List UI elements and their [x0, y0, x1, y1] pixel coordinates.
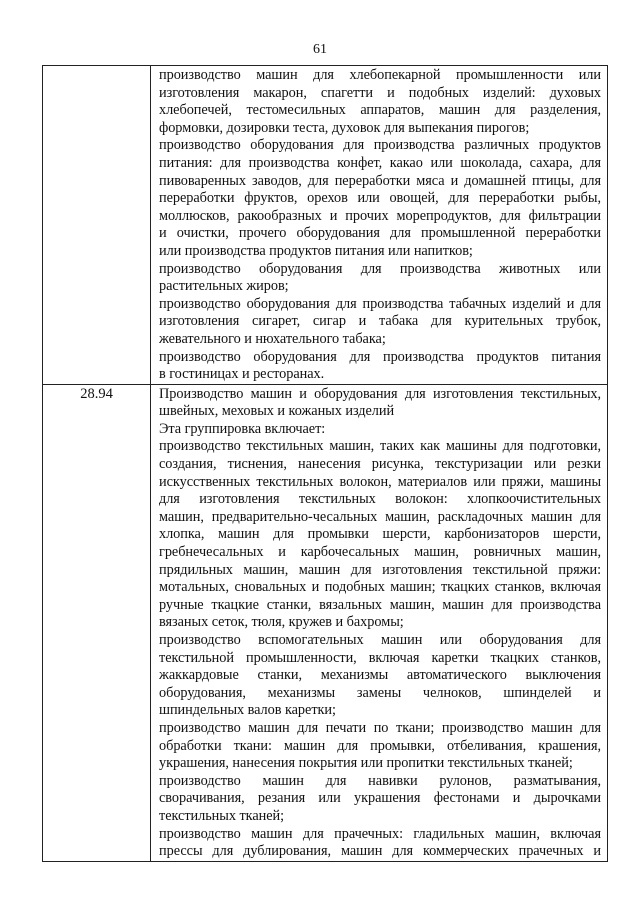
text-line: создания, тиснения, нанесения рисунка, текстуризации или резки — [159, 456, 601, 473]
text-line: в гостиницах и ресторанах. — [159, 366, 325, 383]
code-text: 28.94 — [80, 385, 113, 402]
text-line: производство машин для печати по ткани; производство машин для — [159, 719, 601, 736]
text-line: Производство машин и оборудования для изготовления текстильных, — [159, 385, 601, 402]
table-row — [43, 66, 608, 385]
text-line: обработки ткани: машин для промывки, отбеливания, крашения, — [159, 737, 601, 754]
description-cell — [151, 384, 608, 861]
text-line: Эта группировка включает: — [159, 420, 326, 437]
code-cell — [43, 66, 151, 385]
page-number: 61 — [313, 42, 327, 57]
text-line: производство вспомогательных машин или оборудования для — [159, 632, 601, 648]
text-line: производство оборудования для производства продуктов питания — [159, 348, 601, 365]
text-line: производство оборудования для производства табачных изделий и для — [159, 295, 601, 312]
text-line: жевательного и нюхательного табака; — [159, 330, 386, 347]
text-line: моллюсков, ракообразных и прочих морепродуктов, для фильтрации — [159, 207, 601, 224]
text-line: производство машин для навивки рулонов, разматывания, — [159, 772, 601, 789]
text-line: ручные ткацкие станки, вязальных машин, машин для производства — [159, 596, 601, 613]
text-line: питания: для производства конфет, какао или шоколада, сахара, для — [159, 154, 601, 171]
text-line: вязаных сеток, тюля, кружев и бахромы; — [159, 614, 404, 631]
text-line: и очистки, прочего оборудования для промышленной переработки — [159, 225, 601, 242]
text-line: формовки, дозировки теста, духовок для выпекания пирогов; — [159, 119, 530, 136]
code-cell — [43, 384, 151, 861]
text-line: производство оборудования для производства животных или — [159, 260, 601, 277]
text-line: растительных жиров; — [159, 278, 289, 295]
text-line: пивоваренных заводов, для переработки мяса и домашней птицы, для — [159, 172, 601, 189]
text-line: переработки фруктов, орехов или овощей, для переработки рыбы, — [159, 190, 601, 207]
text-line: гребнечесальных и карбочесальных машин, ровничных машин, — [159, 544, 601, 561]
text-line: искусственных текстильных волокон, материалов или пряжи, машины — [159, 473, 601, 490]
description-cell — [151, 66, 608, 385]
text-line: жаккардовые станки, механизмы автоматического выключения — [159, 667, 601, 684]
text-line: производство машин для хлебопекарной промышленности или — [159, 67, 601, 83]
text-line: производство текстильных машин, таких как машины для подготовки, — [159, 438, 601, 455]
text-line: текстильных тканей; — [159, 807, 285, 824]
text-line: для изготовления текстильных волокон: хлопкоочистительных — [159, 491, 601, 508]
text-line: производство оборудования для производства различных продуктов — [159, 137, 601, 154]
text-line: хлопка, машин для промывки шерсти, карбонизаторов шерсти, — [159, 526, 601, 543]
text-line: оборудования, механизмы замены челноков, шпинделей и — [159, 684, 601, 701]
text-line: сворачивания, резания или украшения фестонами и дырочками — [159, 790, 601, 807]
text-line: шпиндельных валов каретки; — [159, 702, 336, 719]
text-line: изготовления сигарет, сигар и табака для курительных трубок, — [159, 313, 601, 330]
text-line: украшения, нанесения покрытия или пропитки текстильных тканей; — [159, 755, 573, 772]
classification-table — [42, 65, 608, 862]
code-text — [43, 66, 150, 67]
table-row — [43, 384, 608, 861]
text-line: изготовления макарон, спагетти и подобных изделий: духовых — [159, 84, 601, 101]
text-line: производство машин для прачечных: гладильных машин, включая — [159, 825, 601, 842]
text-line: швейных, меховых и кожаных изделий — [159, 403, 395, 420]
text-line: хлебопечей, тестомесильных аппаратов, машин для разделения, — [159, 102, 601, 119]
text-line: прядильных машин, машин для изготовления текстильной пряжи: — [159, 561, 601, 578]
text-line: прессы для дублирования, машин для коммерческих прачечных и — [159, 843, 601, 860]
text-line: мотальных, сновальных и подобных машин; ткацких станков, включая — [159, 579, 601, 596]
text-line: машин, предварительно-чесальных машин, раскладочных машин для — [159, 508, 601, 525]
text-line: или производства продуктов питания или напитков; — [159, 242, 473, 259]
text-line: текстильной промышленности, включая каретки ткацких станков, — [159, 649, 601, 666]
